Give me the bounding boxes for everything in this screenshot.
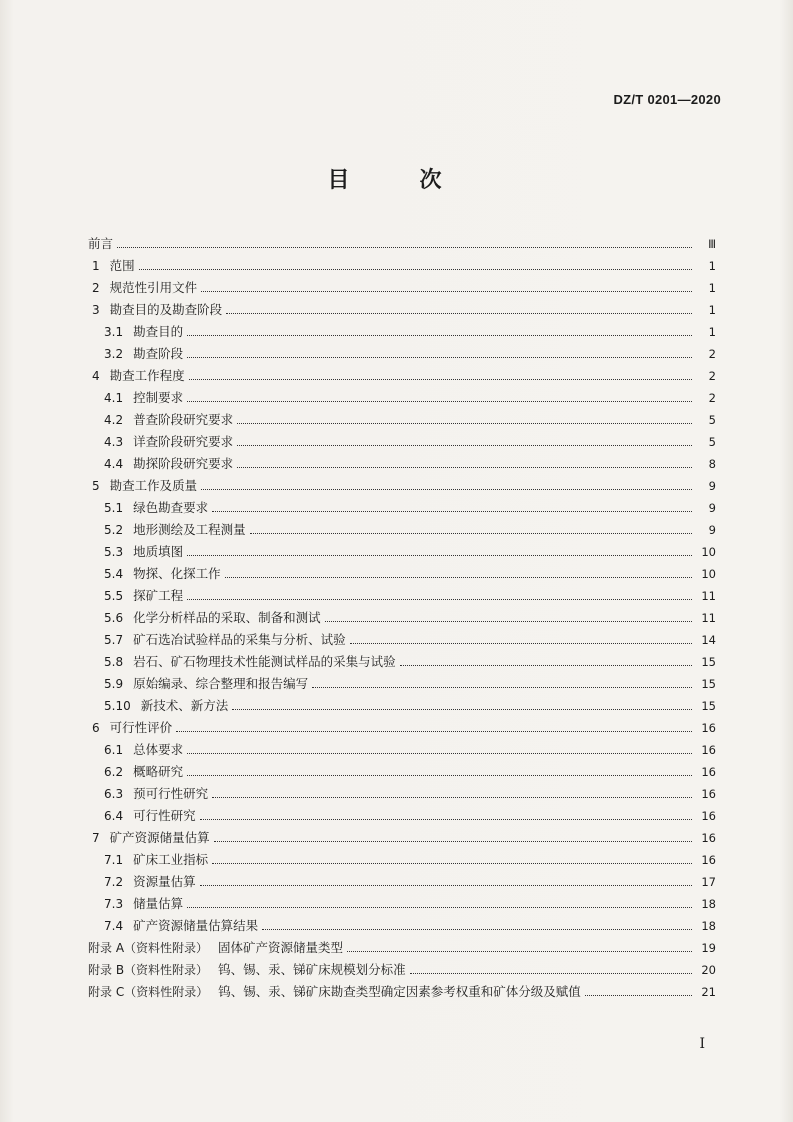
toc-entry-text: 勘探阶段研究要求: [133, 456, 234, 471]
toc-entry-page: 16: [701, 853, 716, 867]
dot-leader: [187, 400, 692, 402]
toc-entry-text: 岩石、矿石物理技术性能测试样品的采集与试验: [133, 654, 396, 669]
toc-entry-page: 10: [701, 545, 716, 559]
toc-entry-label: [104, 918, 258, 934]
toc-entry[interactable]: [88, 670, 716, 692]
toc-entry-label: [104, 852, 208, 868]
toc-entry-number: 7: [92, 831, 100, 845]
toc-entry-text: 矿产资源储量估算: [109, 830, 210, 845]
toc-entry-page: 11: [701, 611, 716, 625]
toc-entry[interactable]: [88, 780, 716, 802]
toc-entry-text: 详查阶段研究要求: [133, 434, 234, 449]
dot-leader: [237, 444, 692, 446]
toc-entry-number: 5.3: [104, 545, 124, 559]
toc-entry-label: [104, 654, 396, 670]
dot-leader: [214, 840, 692, 842]
toc-entry-text: 绿色勘查要求: [133, 500, 209, 515]
dot-leader: [232, 708, 692, 710]
toc-entry-page: 14: [701, 633, 716, 647]
dot-leader: [250, 532, 692, 534]
toc-entry-text: 探矿工程: [133, 588, 184, 603]
toc-entry-page: 10: [701, 567, 716, 581]
toc-entry[interactable]: [88, 472, 716, 494]
toc-entry-number: 4.2: [104, 413, 124, 427]
toc-entry[interactable]: [88, 252, 716, 274]
dot-leader: [347, 950, 692, 952]
page-title: 目 次: [327, 168, 466, 193]
toc-entry-text: 原始编录、综合整理和报告编写: [133, 676, 309, 691]
toc-entry-number: 7.4: [104, 919, 124, 933]
toc-entry-number: 附录 C（资料性附录）: [88, 985, 209, 999]
dot-leader: [176, 730, 692, 732]
toc-entry-number: 6.3: [104, 787, 124, 801]
toc-entry-text: 前言: [88, 236, 114, 251]
dot-leader: [187, 554, 692, 556]
toc-entry[interactable]: [88, 648, 716, 670]
toc-entry-number: 4.1: [104, 391, 124, 405]
toc-entry-page: 21: [701, 985, 716, 999]
dot-leader: [410, 972, 692, 974]
toc-entry-page: 16: [701, 809, 716, 823]
toc-entry-label: [104, 698, 228, 714]
toc-entry-text: 地形测绘及工程测量: [133, 522, 246, 537]
toc-entry-number: 3.2: [104, 347, 124, 361]
toc-entry[interactable]: [88, 934, 716, 956]
toc-entry-label: [92, 280, 197, 296]
toc-entry-label: [88, 984, 581, 1000]
toc-entry-text: 物探、化探工作: [133, 566, 221, 581]
toc-entry[interactable]: [88, 538, 716, 560]
toc-entry-number: 3.1: [104, 325, 124, 339]
toc-entry-label: [104, 588, 183, 604]
toc-entry-page: 16: [701, 787, 716, 801]
toc-entry[interactable]: [88, 978, 716, 1000]
dot-leader: [400, 664, 692, 666]
dot-leader: [189, 378, 692, 380]
toc-entry-text: 矿石选冶试验样品的采集与分析、试验: [133, 632, 346, 647]
toc-entry-text: 总体要求: [133, 742, 184, 757]
toc-entry-label: [104, 610, 321, 626]
toc-entry-label: [104, 390, 183, 406]
toc-entry-number: 附录 B（资料性附录）: [88, 963, 209, 977]
toc-entry-label: [88, 962, 406, 978]
toc-entry-label: [104, 544, 183, 560]
toc-entry-number: 4.4: [104, 457, 124, 471]
toc-entry-label: [92, 258, 135, 274]
toc-entry-label: [104, 500, 208, 516]
toc-entry[interactable]: [88, 384, 716, 406]
toc-entry-page: 11: [701, 589, 716, 603]
dot-leader: [212, 796, 692, 798]
toc-entry-label: [92, 830, 210, 846]
toc-entry-number: 1: [92, 259, 100, 273]
toc-entry-text: 地质填图: [133, 544, 184, 559]
toc-entry-label: [104, 522, 246, 538]
toc-entry-page: 15: [701, 699, 716, 713]
toc-entry-page: 16: [701, 831, 716, 845]
dot-leader: [117, 246, 692, 248]
toc-entry-label: [92, 368, 185, 384]
toc-entry-page: 8: [708, 457, 716, 471]
toc-entry-label: [104, 896, 183, 912]
toc-entry-number: 5.7: [104, 633, 124, 647]
toc-entry[interactable]: [88, 340, 716, 362]
toc-entry-page: 16: [701, 721, 716, 735]
toc-entry-label: [104, 456, 233, 472]
toc-entry[interactable]: [88, 560, 716, 582]
toc-entry-page: 2: [708, 391, 716, 405]
toc-entry-page: 1: [708, 303, 716, 317]
toc-entry-label: [88, 940, 343, 956]
toc-entry-number: 4.3: [104, 435, 124, 449]
toc-entry[interactable]: [88, 604, 716, 626]
dot-leader: [325, 620, 692, 622]
toc-entry-page: 1: [708, 259, 716, 273]
toc-entry[interactable]: [88, 758, 716, 780]
toc-entry-label: [92, 302, 222, 318]
dot-leader: [237, 422, 692, 424]
dot-leader: [262, 928, 692, 930]
toc-entry-text: 普查阶段研究要求: [133, 412, 234, 427]
toc-entry-text: 概略研究: [133, 764, 184, 779]
toc-entry-text: 资源量估算: [133, 874, 196, 889]
toc-entry-page: 9: [708, 501, 716, 515]
standard-code: DZ/T 0201—2020: [613, 92, 721, 107]
toc-entry-number: 6: [92, 721, 100, 735]
toc-entry[interactable]: [88, 824, 716, 846]
dot-leader: [200, 884, 692, 886]
toc-entry-number: 6.1: [104, 743, 124, 757]
toc-entry-text: 勘查目的: [133, 324, 184, 339]
toc-entry-number: 5.10: [104, 699, 131, 713]
dot-leader: [187, 598, 692, 600]
toc-entry-text: 新技术、新方法: [140, 698, 229, 713]
dot-leader: [225, 576, 692, 578]
toc-entry-page: 19: [701, 941, 716, 955]
toc-entry-number: 5.6: [104, 611, 124, 625]
toc-entry-text: 可行性评价: [109, 720, 173, 735]
dot-leader: [312, 686, 692, 688]
toc-entry-text: 范围: [109, 258, 135, 273]
toc-entry-page: 18: [701, 897, 716, 911]
dot-leader: [139, 268, 692, 270]
toc-entry-label: [104, 566, 221, 582]
toc-entry-label: [104, 324, 183, 340]
dot-leader: [187, 774, 692, 776]
toc-entry[interactable]: [88, 692, 716, 714]
toc-entry-label: [104, 412, 233, 428]
toc-entry-text: 固体矿产资源储量类型: [218, 940, 344, 955]
toc-entry-page: 2: [708, 347, 716, 361]
toc-entry-text: 勘查阶段: [133, 346, 184, 361]
toc-entry[interactable]: [88, 802, 716, 824]
toc-entry-label: [104, 632, 346, 648]
dot-leader: [212, 510, 692, 512]
toc-entry-number: 附录 A（资料性附录）: [88, 941, 209, 955]
toc-entry-text: 化学分析样品的采取、制备和测试: [133, 610, 321, 625]
toc-entry-number: 5.1: [104, 501, 124, 515]
toc-entry-label: [104, 676, 308, 692]
toc-entry-number: 5.5: [104, 589, 124, 603]
dot-leader: [187, 356, 692, 358]
toc-entry[interactable]: [88, 450, 716, 472]
toc-entry-page: 17: [701, 875, 716, 889]
toc-entry[interactable]: [88, 736, 716, 758]
toc-entry-number: 5.8: [104, 655, 124, 669]
page-number: I: [699, 1036, 705, 1052]
dot-leader: [237, 466, 692, 468]
toc-entry[interactable]: [88, 582, 716, 604]
table-of-contents: [88, 230, 716, 1000]
toc-entry-label: [104, 874, 196, 890]
toc-entry-page: 15: [701, 655, 716, 669]
toc-entry-text: 矿床工业指标: [133, 852, 209, 867]
dot-leader: [200, 818, 692, 820]
toc-entry-number: 7.1: [104, 853, 124, 867]
dot-leader: [187, 334, 692, 336]
toc-entry-text: 矿产资源储量估算结果: [133, 918, 259, 933]
toc-entry-label: [104, 742, 183, 758]
dot-leader: [226, 312, 692, 314]
toc-entry-page: 20: [701, 963, 716, 977]
toc-entry-text: 预可行性研究: [133, 786, 209, 801]
toc-entry-page: 1: [708, 325, 716, 339]
toc-entry-label: [92, 478, 197, 494]
toc-entry-text: 可行性研究: [133, 808, 196, 823]
toc-entry-label: [104, 808, 196, 824]
toc-entry-page: 5: [708, 413, 716, 427]
toc-entry-number: 5.9: [104, 677, 124, 691]
toc-entry-text: 钨、锡、汞、锑矿床勘查类型确定因素参考权重和矿体分级及赋值: [218, 984, 581, 999]
toc-entry[interactable]: [88, 230, 716, 252]
dot-leader: [187, 752, 692, 754]
dot-leader: [201, 488, 692, 490]
toc-entry-page: 9: [708, 479, 716, 493]
toc-entry-text: 规范性引用文件: [109, 280, 198, 295]
toc-entry-label: [88, 236, 113, 252]
toc-entry-number: 6.4: [104, 809, 124, 823]
toc-entry-text: 勘查工作及质量: [109, 478, 198, 493]
toc-entry[interactable]: [88, 868, 716, 890]
toc-entry-page: 2: [708, 369, 716, 383]
toc-entry-number: 6.2: [104, 765, 124, 779]
toc-entry[interactable]: [88, 494, 716, 516]
dot-leader: [187, 906, 692, 908]
toc-entry-number: 5.4: [104, 567, 124, 581]
toc-entry[interactable]: [88, 714, 716, 736]
toc-entry-number: 4: [92, 369, 100, 383]
toc-entry[interactable]: [88, 318, 716, 340]
dot-leader: [585, 994, 692, 996]
dot-leader: [201, 290, 692, 292]
toc-entry[interactable]: [88, 626, 716, 648]
toc-entry-page: 1: [708, 281, 716, 295]
toc-entry-number: 3: [92, 303, 100, 317]
toc-entry[interactable]: [88, 362, 716, 384]
toc-entry-label: [104, 786, 208, 802]
toc-entry-text: 勘查工作程度: [109, 368, 185, 383]
toc-entry-number: 7.3: [104, 897, 124, 911]
toc-entry-page: 16: [701, 765, 716, 779]
toc-entry-label: [104, 434, 233, 450]
toc-entry-page: 9: [708, 523, 716, 537]
toc-entry-page: Ⅲ: [708, 237, 716, 251]
toc-entry[interactable]: [88, 296, 716, 318]
toc-entry-label: [92, 720, 172, 736]
toc-entry[interactable]: [88, 274, 716, 296]
toc-entry[interactable]: [88, 846, 716, 868]
toc-entry-number: 2: [92, 281, 100, 295]
toc-entry-number: 5: [92, 479, 100, 493]
toc-entry-text: 勘查目的及勘查阶段: [109, 302, 223, 317]
toc-entry-number: 7.2: [104, 875, 124, 889]
toc-entry[interactable]: [88, 912, 716, 934]
toc-entry[interactable]: [88, 890, 716, 912]
toc-entry[interactable]: [88, 956, 716, 978]
toc-entry-label: [104, 764, 183, 780]
toc-entry-page: 5: [708, 435, 716, 449]
toc-entry[interactable]: [88, 428, 716, 450]
dot-leader: [350, 642, 692, 644]
toc-entry-text: 控制要求: [133, 390, 184, 405]
toc-entry-text: 钨、锡、汞、锑矿床规模划分标准: [218, 962, 406, 977]
toc-entry-page: 18: [701, 919, 716, 933]
toc-entry-number: 5.2: [104, 523, 124, 537]
toc-entry-text: 储量估算: [133, 896, 184, 911]
toc-entry-page: 16: [701, 743, 716, 757]
toc-entry[interactable]: [88, 406, 716, 428]
toc-entry-page: 15: [701, 677, 716, 691]
toc-entry-label: [104, 346, 183, 362]
dot-leader: [212, 862, 692, 864]
toc-entry[interactable]: [88, 516, 716, 538]
